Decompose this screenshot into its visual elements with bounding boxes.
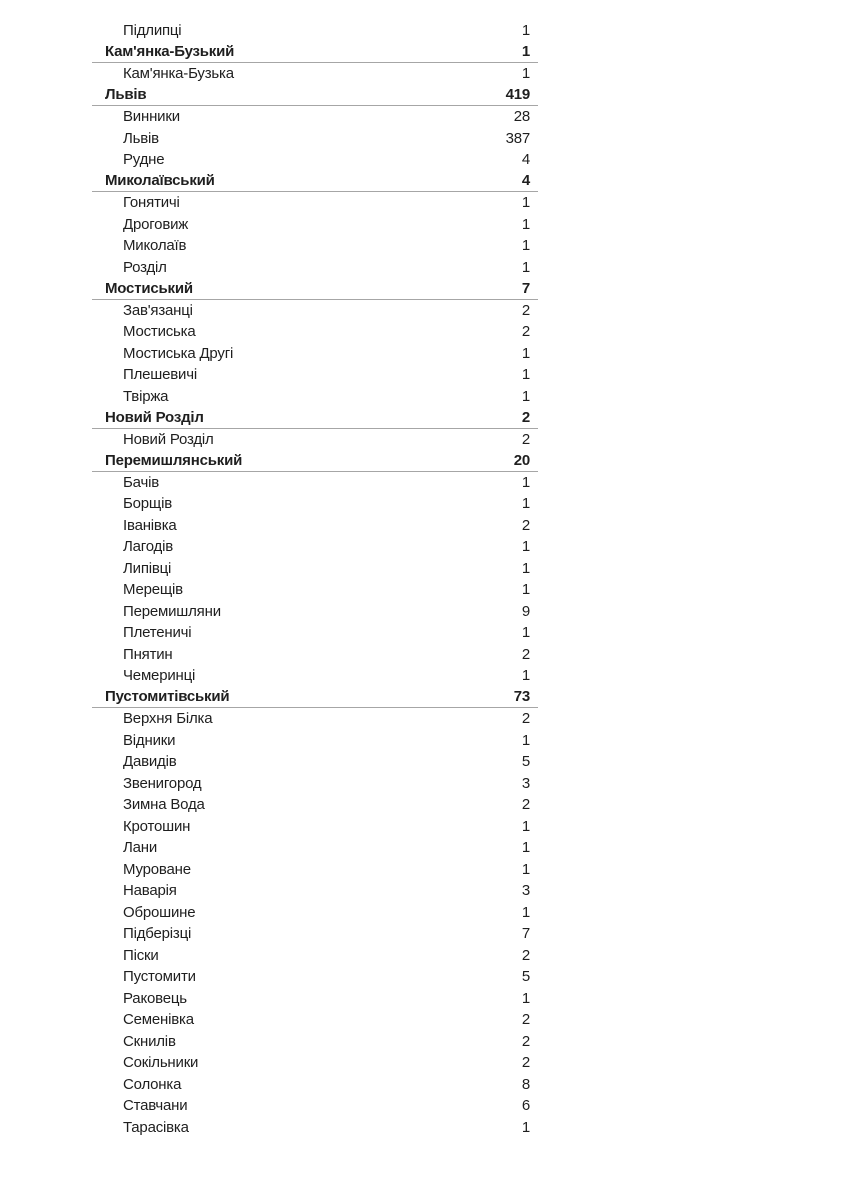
table-row: [92, 1009, 538, 1031]
table-row: [92, 429, 538, 451]
table-row: [92, 192, 538, 214]
table-row: [92, 622, 538, 644]
table-row: [92, 665, 538, 687]
settlement-name: Підберізці: [123, 925, 192, 943]
table-row: [92, 493, 538, 515]
table-row: [92, 751, 538, 773]
settlement-count: 419: [505, 86, 530, 104]
table-row: [92, 257, 538, 279]
settlement-name: Звенигород: [123, 774, 202, 792]
table-row: [92, 42, 538, 64]
table-row: [92, 558, 538, 580]
table-row: [92, 149, 538, 171]
settlement-name: Солонка: [123, 1075, 182, 1093]
table-row: [92, 1117, 538, 1139]
table-row: [92, 1074, 538, 1096]
settlement-name: Розділ: [123, 258, 167, 276]
settlement-name: Іванівка: [123, 516, 177, 534]
table-row: [92, 364, 538, 386]
settlement-name: Муроване: [123, 860, 191, 878]
settlement-name: Відники: [123, 731, 176, 749]
settlement-count: 1: [521, 1118, 530, 1136]
settlement-count: 1: [521, 860, 530, 878]
settlement-name: Бачів: [123, 473, 159, 491]
table-row: [92, 278, 538, 300]
settlement-name: Плешевичі: [123, 366, 197, 384]
settlement-count: 1: [521, 215, 530, 233]
table-row: [92, 945, 538, 967]
settlement-count: 20: [513, 451, 530, 469]
settlement-name: Кам'янка-Бузький: [105, 43, 235, 61]
table-row: [92, 343, 538, 365]
settlement-name: Мостиська Другі: [123, 344, 234, 362]
settlement-name: Перемишляни: [123, 602, 221, 620]
table-row: [92, 235, 538, 257]
settlement-name: Скнилів: [123, 1032, 176, 1050]
table-row: [92, 171, 538, 193]
settlement-name: Мостиська: [123, 323, 196, 341]
table-row: [92, 1031, 538, 1053]
settlement-name: Новий Розділ: [123, 430, 214, 448]
table-row: [92, 601, 538, 623]
settlement-count: 6: [521, 1097, 530, 1115]
settlement-count: 1: [521, 65, 530, 83]
settlement-name: Гонятичі: [123, 194, 180, 212]
settlement-count: 2: [521, 645, 530, 663]
settlement-name: Зав'язанці: [123, 301, 193, 319]
settlement-count: 1: [521, 731, 530, 749]
settlement-name: Винники: [123, 108, 180, 126]
settlement-name: Перемишлянський: [105, 451, 243, 469]
table-row: [92, 106, 538, 128]
settlement-count: 5: [521, 753, 530, 771]
settlement-name: Семенівка: [123, 1011, 194, 1029]
table-row: [92, 859, 538, 881]
settlement-count: 1: [521, 667, 530, 685]
settlement-count: 2: [521, 301, 530, 319]
table-row: [92, 773, 538, 795]
settlement-count: 2: [521, 323, 530, 341]
settlement-name: Давидів: [123, 753, 177, 771]
settlement-count: 2: [521, 710, 530, 728]
settlement-count: 73: [513, 688, 530, 706]
table-row: [92, 20, 538, 42]
settlement-count: 1: [521, 22, 530, 40]
settlement-count: 387: [505, 129, 530, 147]
table-row: [92, 644, 538, 666]
settlement-name: Чемеринці: [123, 667, 196, 685]
settlement-name: Сокільники: [123, 1054, 199, 1072]
table-row: [92, 321, 538, 343]
settlement-count: 9: [521, 602, 530, 620]
table-row: [92, 407, 538, 429]
settlement-count: 1: [521, 43, 530, 61]
settlement-count: 2: [521, 408, 530, 426]
table-row: [92, 515, 538, 537]
settlement-count: 2: [521, 1054, 530, 1072]
table-row: [92, 536, 538, 558]
table-row: [92, 579, 538, 601]
table-row: [92, 880, 538, 902]
settlement-name: Миколаївський: [105, 172, 215, 190]
table-row: [92, 1095, 538, 1117]
settlement-name: Миколаїв: [123, 237, 187, 255]
settlement-name: Мостиський: [105, 279, 193, 297]
settlement-count: 1: [521, 344, 530, 362]
table-row: [92, 794, 538, 816]
settlement-name: Борщів: [123, 495, 172, 513]
settlement-name: Піски: [123, 946, 159, 964]
table-row: [92, 386, 538, 408]
table-row: [92, 708, 538, 730]
settlement-count: 1: [521, 624, 530, 642]
settlement-count: 1: [521, 559, 530, 577]
settlement-name: Тарасівка: [123, 1118, 189, 1136]
settlement-count: 1: [521, 237, 530, 255]
table-row: [92, 923, 538, 945]
settlement-count: 3: [521, 774, 530, 792]
settlement-count: 7: [521, 279, 530, 297]
settlement-name: Мерещів: [123, 581, 183, 599]
table-row: [92, 816, 538, 838]
settlement-count: 1: [521, 839, 530, 857]
table-row: [92, 837, 538, 859]
settlement-count: 1: [521, 366, 530, 384]
settlement-count: 1: [521, 903, 530, 921]
settlement-count: 1: [521, 581, 530, 599]
settlement-name: Новий Розділ: [105, 408, 204, 426]
settlement-count: 1: [521, 538, 530, 556]
table-row: [92, 1052, 538, 1074]
settlement-count: 1: [521, 258, 530, 276]
settlement-count: 28: [513, 108, 530, 126]
table-row: [92, 472, 538, 494]
settlement-name: Оброшине: [123, 903, 196, 921]
table-row: [92, 902, 538, 924]
table-row: [92, 128, 538, 150]
settlement-count: 1: [521, 495, 530, 513]
table-row: [92, 85, 538, 107]
settlement-count: 5: [521, 968, 530, 986]
settlement-count: 4: [521, 172, 530, 190]
settlement-count: 1: [521, 989, 530, 1007]
settlement-name: Кам'янка-Бузька: [123, 65, 234, 83]
table-row: [92, 966, 538, 988]
settlement-name: Пустомити: [123, 968, 196, 986]
settlement-count: 1: [521, 473, 530, 491]
table-row: [92, 214, 538, 236]
settlement-count: 3: [521, 882, 530, 900]
settlement-table: [92, 20, 538, 1138]
settlement-name: Кротошин: [123, 817, 191, 835]
settlement-name: Ставчани: [123, 1097, 188, 1115]
settlement-count: 1: [521, 194, 530, 212]
settlement-count: 2: [521, 516, 530, 534]
settlement-name: Пустомитівський: [105, 688, 230, 706]
settlement-count: 4: [521, 151, 530, 169]
settlement-count: 2: [521, 796, 530, 814]
settlement-count: 1: [521, 387, 530, 405]
settlement-name: Лагодів: [123, 538, 173, 556]
table-row: [92, 988, 538, 1010]
settlement-count: 7: [521, 925, 530, 943]
settlement-name: Лани: [123, 839, 158, 857]
settlement-name: Львів: [105, 86, 147, 104]
settlement-count: 1: [521, 817, 530, 835]
settlement-name: Верхня Білка: [123, 710, 213, 728]
table-row: [92, 730, 538, 752]
settlement-name: Зимна Вода: [123, 796, 205, 814]
settlement-count: 8: [521, 1075, 530, 1093]
settlement-name: Раковець: [123, 989, 187, 1007]
settlement-name: Липівці: [123, 559, 172, 577]
settlement-name: Плетеничі: [123, 624, 192, 642]
settlement-name: Львів: [123, 129, 159, 147]
settlement-count: 2: [521, 430, 530, 448]
settlement-count: 2: [521, 1011, 530, 1029]
settlement-count: 2: [521, 946, 530, 964]
settlement-name: Підлипці: [123, 22, 182, 40]
settlement-name: Твіржа: [123, 387, 169, 405]
table-row: [92, 300, 538, 322]
table-row: [92, 687, 538, 709]
settlement-name: Наварія: [123, 882, 177, 900]
settlement-count: 2: [521, 1032, 530, 1050]
table-row: [92, 450, 538, 472]
settlement-name: Рудне: [123, 151, 165, 169]
settlement-name: Дроговиж: [123, 215, 189, 233]
table-row: [92, 63, 538, 85]
settlement-name: Пнятин: [123, 645, 173, 663]
